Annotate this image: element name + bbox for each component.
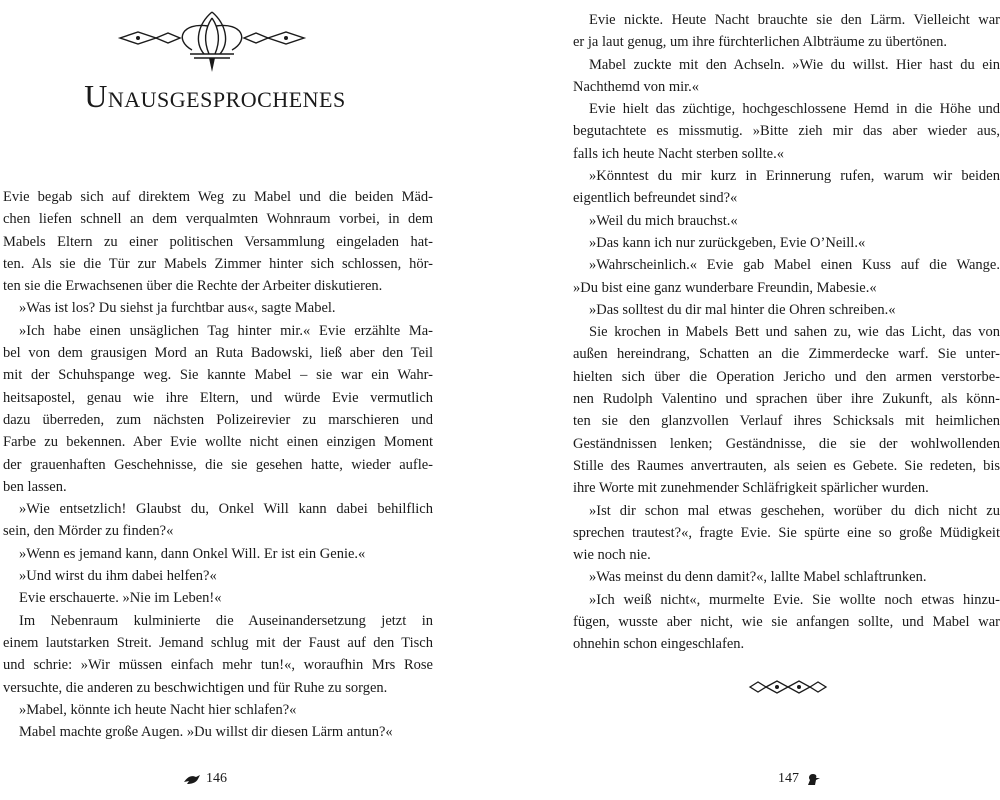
- section-break-icon: [748, 677, 828, 697]
- text-line: versuchte, die anderen zu beschwichtigen und für Ruhe zu sorgen.: [3, 679, 388, 696]
- text-line: »Ich habe einen unsäglichen Tag hinter mir.« Evie erzählte Ma-: [19, 322, 433, 339]
- right-page: [573, 0, 1000, 800]
- text-line: Nachthemd von mir.«: [573, 78, 700, 95]
- text-line: falls ich heute Nacht sterben sollte.«: [573, 145, 784, 162]
- text-line: »Ist dir schon mal etwas geschehen, worüber du dich nicht zu: [589, 502, 1000, 519]
- text-line: einem lautstarken Streit. Jemand schlug mit der Faust auf den Tisch: [3, 634, 433, 651]
- text-line: »Weil du mich brauchst.«: [589, 212, 738, 229]
- text-line: »Wenn es jemand kann, dann Onkel Will. Er ist ein Genie.«: [19, 545, 366, 562]
- text-line: »Könntest du mir kurz in Erinnerung rufen, warum wir beiden: [589, 168, 1000, 185]
- text-line: Evie hielt das züchtige, hochgeschlossene Hemd in die Höhe und: [589, 101, 1000, 118]
- text-line: der grauenhaften Geschehnisse, die sie gesehen hatte, wieder aufle-: [3, 456, 433, 473]
- text-line: mit der Schuhspange weg. Sie kannte Mabel – sie war ein Wahr-: [3, 367, 433, 384]
- text-line: nen Rudolph Valentino und sprachen über ihre Zukunft, als könn-: [573, 391, 1000, 408]
- bird-icon: [804, 772, 822, 786]
- left-page: [0, 0, 433, 800]
- chapter-title: Unausgesprochenes: [84, 78, 346, 114]
- text-line: er ja laut genug, um ihre fürchterlichen Albträume zu übertönen.: [573, 34, 948, 51]
- text-line: sein, den Mörder zu finden?«: [3, 523, 174, 540]
- text-line: »Wie entsetzlich! Glaubst du, Onkel Will kann dabei behilflich: [19, 501, 433, 518]
- text-line: hielten sich über die Operation Jericho und den armen verstorbe-: [573, 368, 1000, 385]
- page-number: 147: [778, 771, 799, 786]
- text-line: wie noch nie.: [573, 547, 651, 564]
- text-line: »Das solltest du dir mal hinter die Ohren schreiben.«: [589, 301, 896, 318]
- page-number: 146: [206, 771, 227, 786]
- text-line: Sie krochen in Mabels Bett und sahen zu, wie das Licht, das von: [589, 324, 1000, 341]
- text-line: ihre Worte mit zunehmender Schläfrigkeit spärlicher wurden.: [573, 480, 929, 497]
- text-line: dazu überreden, zum nächsten Polizeirevier zu marschieren und: [3, 411, 433, 428]
- text-line: Evie begab sich auf direktem Weg zu Mabel und die beiden Mäd-: [3, 189, 433, 205]
- text-line: »Das kann ich nur zurückgeben, Evie O’Neill.«: [589, 234, 866, 251]
- text-line: ohnehin schon eingeschlafen.: [573, 636, 745, 653]
- text-line: Evie nickte. Heute Nacht brauchte sie den Lärm. Vielleicht war: [589, 12, 1000, 28]
- text-line: Mabel machte große Augen. »Du willst dir diesen Lärm antun?«: [19, 724, 393, 741]
- text-line: ben lassen.: [3, 478, 67, 495]
- text-line: fügen, wusste aber nicht, wie sie anfangen sollte, und Mabel war: [573, 614, 1000, 631]
- text-line: ten sie die Erwachsenen über die Rechte der Arbeiter diskutieren.: [3, 278, 383, 295]
- right-page-body: [573, 9, 1000, 656]
- text-line: »Und wirst du ihm dabei helfen?«: [19, 568, 217, 585]
- text-line: außen hereindrang, Schatten an die Zimmerdecke warf. Sie unter-: [573, 346, 1000, 363]
- text-line: Farbe zu bekennen. Aber Evie wollte nicht einen einzigen Moment: [3, 434, 433, 451]
- text-line: »Was ist los? Du siehst ja furchtbar aus«, sagte Mabel.: [19, 300, 336, 317]
- text-line: Geständnissen lenken; Geständnisse, die sie der wohlwollenden: [573, 435, 1000, 452]
- text-line: Evie erschauerte. »Nie im Leben!«: [19, 590, 222, 607]
- text-line: Mabels Eltern zu einer politischen Versammlung eingeladen hat-: [3, 233, 433, 250]
- text-line: sprechen trautest?«, fragte Evie. Sie spürte eine so große Müdigkeit: [573, 524, 1000, 541]
- text-line: ten. Als sie die Tür zur Mabels Zimmer hinter sich schlossen, hör-: [3, 255, 433, 272]
- text-line: Stille des Raumes anvertrauten, als seien es Gebete. Sie redeten, bis: [573, 457, 1000, 474]
- text-line: Im Nebenraum kulminierte die Auseinandersetzung jetzt in: [19, 612, 433, 629]
- text-line: begutachtete es missmutig. »Bitte zieh mir das aber wieder aus,: [573, 123, 1000, 140]
- left-page-folio: [183, 771, 227, 787]
- text-line: »Mabel, könnte ich heute Nacht hier schlafen?«: [19, 701, 297, 718]
- text-line: »Du bist eine ganz wunderbare Freundin, Mabesie.«: [573, 279, 877, 296]
- bird-icon: [183, 772, 201, 786]
- text-line: eigentlich befreundet sind?«: [573, 190, 738, 207]
- text-line: »Ich weiß nicht«, murmelte Evie. Sie wollte noch etwas hinzu-: [589, 591, 1000, 608]
- text-line: heitsapostel, genau wie ihre Eltern, und würde Evie vermutlich: [3, 389, 433, 406]
- right-page-folio: [778, 771, 822, 787]
- chapter-ornament-icon: [112, 8, 312, 74]
- text-line: und schrie: »Wir müssen einfach mehr tun!«, woraufhin Mrs Rose: [3, 657, 433, 674]
- text-line: bel von dem grausigen Mord an Ruta Badowski, ließ aber den Teil: [3, 345, 433, 362]
- text-line: »Wahrscheinlich.« Evie gab Mabel einen Kuss auf die Wange.: [589, 257, 1000, 274]
- text-line: ten sie den glanzvollen Verlauf ihres Schicksals mit heimlichen: [573, 413, 1000, 430]
- left-page-body: [0, 186, 433, 743]
- text-line: chen liefen schnell an dem verqualmten Wohnraum vorbei, in dem: [3, 211, 433, 228]
- text-line: »Was meinst du denn damit?«, lallte Mabel schlaftrunken.: [589, 569, 927, 586]
- text-line: Mabel zuckte mit den Achseln. »Wie du willst. Hier hast du ein: [589, 56, 1000, 73]
